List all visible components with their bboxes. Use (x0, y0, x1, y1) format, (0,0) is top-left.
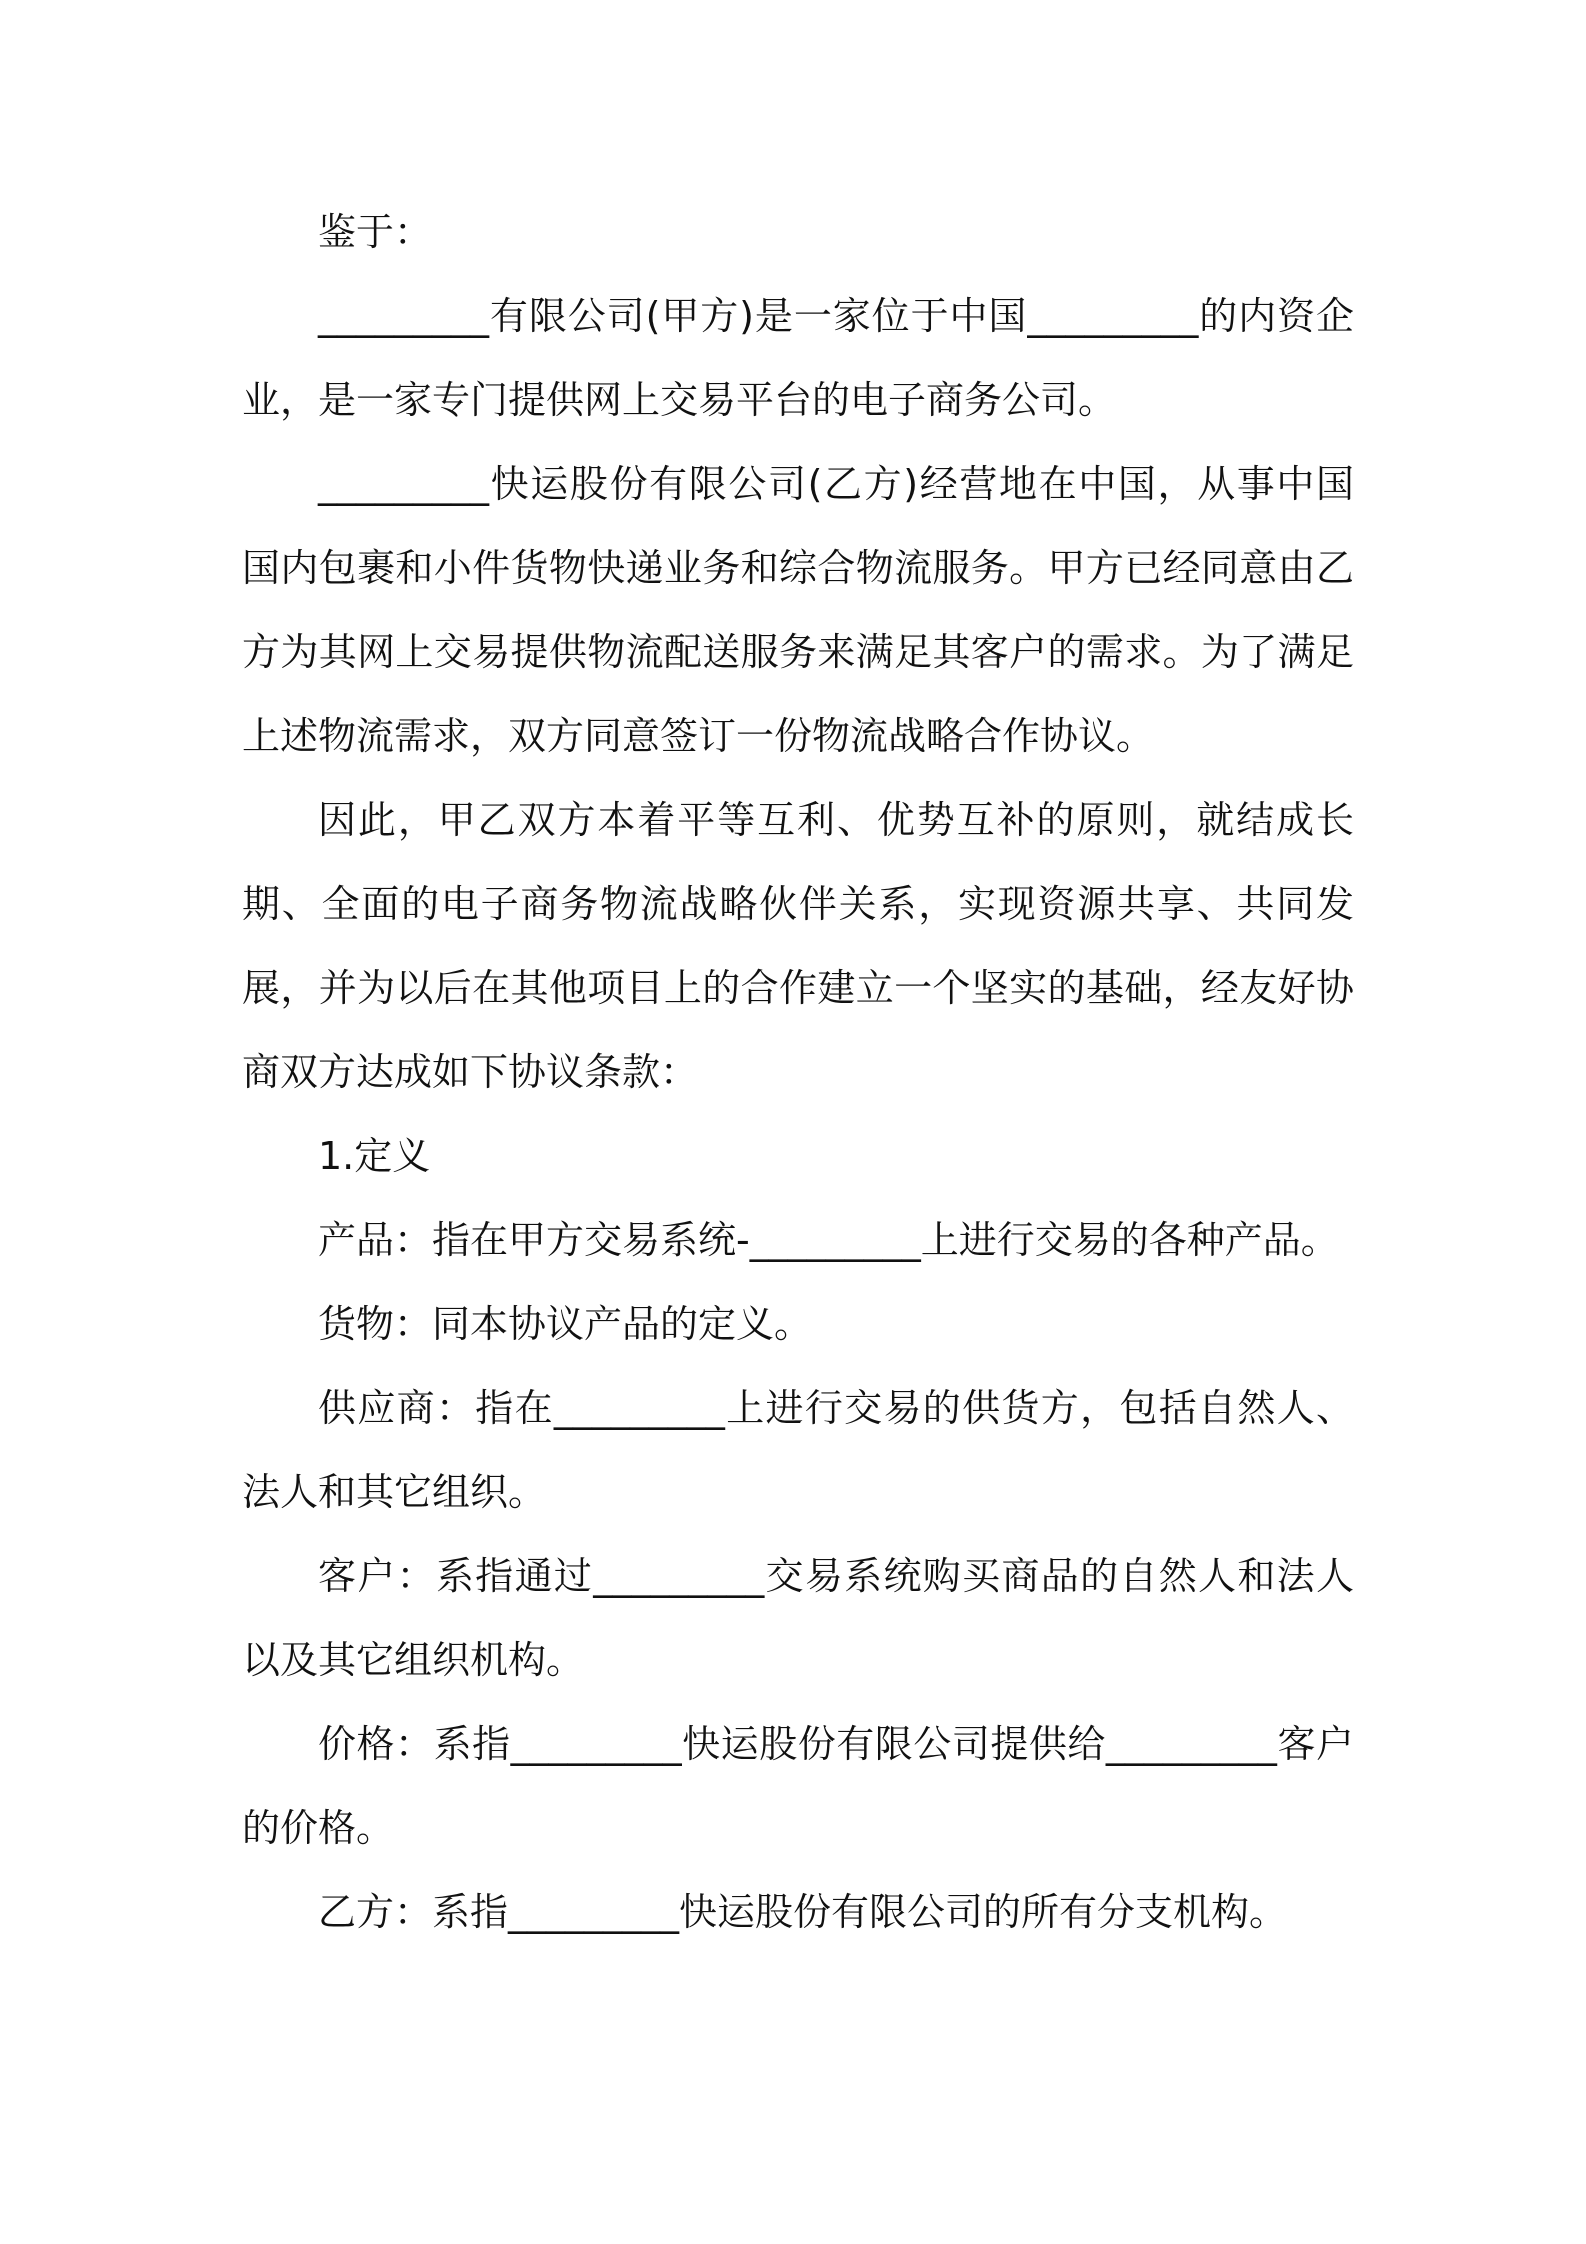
paragraph-whereas: 鉴于： (318, 210, 433, 254)
definition-goods: 货物：同本协议产品的定义。 (318, 1302, 813, 1346)
section-heading-definitions: 1.定义 (318, 1134, 431, 1178)
paragraph-therefore: 因此，甲乙双方本着平等互利、优势互补的原则，就结成长期、全面的电子商务物流战略伙伴关系，实现资源共享、共同发展，并为以后在其他项目上的合作建立一个坚实的基础，经友好协商双方达成如下协议条款： (242, 798, 1354, 1094)
definition-price: 价格：系指_________快运股份有限公司提供给_________客户的价格。 (242, 1722, 1354, 1850)
paragraph-party-b: _________快运股份有限公司(乙方)经营地在中国，从事中国国内包裹和小件货物快递业务和综合物流服务。甲方已经同意由乙方为其网上交易提供物流配送服务来满足其客户的需求。为了满足上述物流需求，双方同意签订一份物流战略合作协议。 (242, 462, 1354, 758)
paragraph-party-a: _________有限公司(甲方)是一家位于中国_________的内资企业，是一家专门提供网上交易平台的电子商务公司。 (242, 294, 1354, 422)
document-body (242, 190, 1354, 1954)
definition-customer: 客户：系指通过_________交易系统购买商品的自然人和法人以及其它组织机构。 (242, 1554, 1354, 1682)
definition-product: 产品：指在甲方交易系统-_________上进行交易的各种产品。 (318, 1218, 1339, 1262)
definition-party-b: 乙方：系指_________快运股份有限公司的所有分支机构。 (318, 1890, 1288, 1934)
definition-supplier: 供应商：指在_________上进行交易的供货方，包括自然人、法人和其它组织。 (242, 1386, 1354, 1514)
